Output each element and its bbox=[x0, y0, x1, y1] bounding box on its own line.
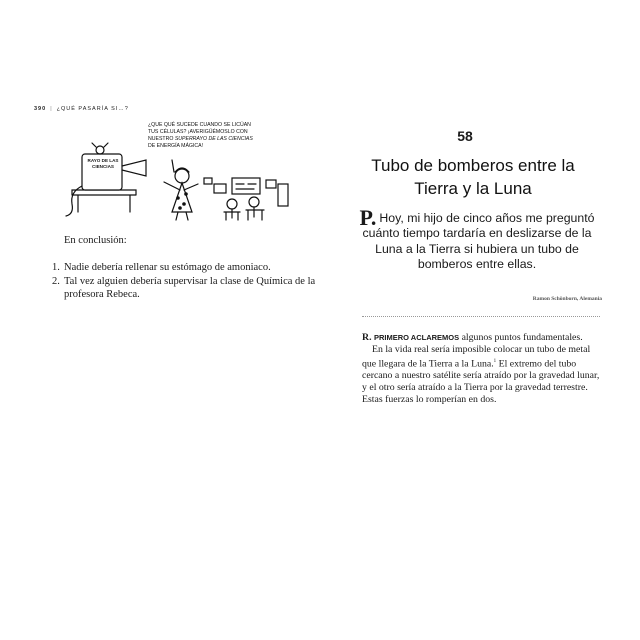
answer-paragraph bbox=[362, 344, 602, 406]
question-text: Hoy, mi hijo de cinco años me preguntó cuánto tiempo tardaría en deslizarse de la Luna a la Tierra si hubiera un tubo de bomberos entre ellas. bbox=[362, 211, 595, 272]
answer-text: El extremo del tubo cercano a nuestro satélite sería atraído por la gravedad lunar, y el otro sería atraído a la Tierra por la gravedad terrestre. Estas fuerzas lo romperían en dos. bbox=[362, 358, 600, 406]
speech-line: DE ENERGÍA MÁGICA! bbox=[148, 143, 204, 149]
left-page bbox=[30, 88, 320, 552]
running-head-separator: | bbox=[50, 106, 53, 112]
student-2-desk bbox=[246, 207, 264, 220]
answer-smallcaps: PRIMERO ACLAREMOS bbox=[373, 333, 460, 342]
chapter-number: 58 bbox=[457, 128, 473, 144]
running-head-title: ¿QUÉ PASARÍA SI…? bbox=[56, 106, 129, 112]
speech-bubble-text bbox=[148, 122, 298, 150]
ray-nozzle bbox=[122, 160, 146, 176]
student-1-head bbox=[227, 199, 237, 209]
door bbox=[278, 184, 288, 206]
section-divider bbox=[362, 316, 600, 317]
list-text: Nadie debería rellenar su estómago de amoniaco. bbox=[64, 262, 271, 273]
lab-table bbox=[72, 190, 136, 212]
list-item bbox=[52, 275, 322, 302]
student-2-head bbox=[249, 197, 259, 207]
speech-line bbox=[148, 136, 298, 143]
student-1-desk bbox=[224, 209, 240, 220]
answer-body bbox=[362, 332, 602, 406]
running-head bbox=[34, 106, 129, 112]
list-number: 2. bbox=[52, 275, 60, 287]
question-dropcap: P. bbox=[359, 205, 377, 230]
answer-paragraph bbox=[362, 332, 602, 344]
machine-knob bbox=[96, 146, 104, 154]
poster-3 bbox=[266, 180, 276, 188]
reader-question bbox=[352, 205, 602, 273]
list-text: Tal vez alguien debería supervisar la clase de Química de la profesora Rebeca. bbox=[64, 275, 316, 300]
poster-1 bbox=[204, 178, 212, 184]
teacher-legs bbox=[176, 212, 188, 220]
comic-illustration bbox=[64, 120, 294, 222]
question-asker: Ramon Schönborn, Alemania bbox=[532, 296, 602, 302]
chapter-title: Tubo de bomberos entre la Tierra y la Luna bbox=[371, 156, 575, 198]
chalkboard bbox=[232, 178, 260, 194]
speech-pointer bbox=[172, 160, 174, 172]
answer-text: En la vida real sería imposible colocar un tubo de metal que llegara de la Tierra a la Luna. bbox=[362, 344, 591, 370]
poster-2 bbox=[214, 184, 226, 193]
speech-line: TUS CÉLULAS? ¡AVERIGÜÉMOSLO CON bbox=[148, 129, 248, 135]
answer-label: R. bbox=[362, 332, 372, 343]
page-number: 390 bbox=[34, 106, 47, 112]
ray-machine-label: RAYO DE LAS CIENCIAS bbox=[87, 158, 119, 169]
footnote-marker[interactable]: 1 bbox=[493, 359, 497, 364]
right-page bbox=[320, 88, 610, 552]
conclusion-list bbox=[52, 261, 322, 302]
conclusion-heading: En conclusión: bbox=[64, 235, 127, 246]
list-item bbox=[52, 261, 322, 275]
answer-text: algunos puntos fundamentales. bbox=[461, 332, 583, 343]
speech-text: NUESTRO bbox=[148, 136, 175, 142]
speech-line: ¿QUE QUÉ SUCEDE CUANDO SE LICÚAN bbox=[148, 122, 251, 128]
speech-emphasis: SUPERRAYO DE LAS CIENCIAS bbox=[174, 136, 253, 142]
list-number: 1. bbox=[52, 262, 60, 273]
teacher-head bbox=[175, 169, 189, 183]
